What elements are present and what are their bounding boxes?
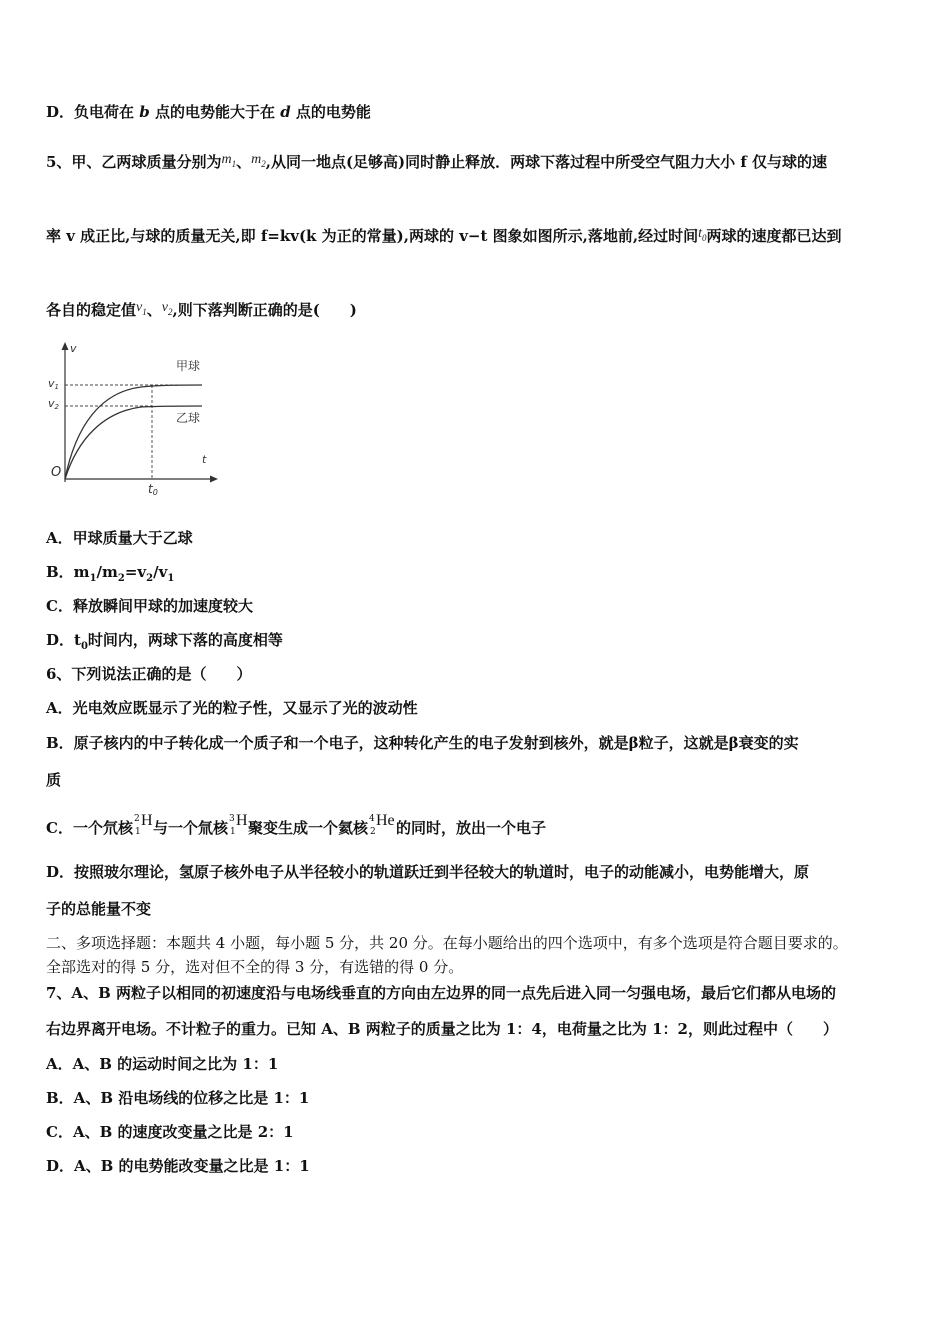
q4-d-point-d: d xyxy=(280,103,291,121)
q5-line3-text-a: 各自的稳定值 xyxy=(46,301,137,319)
q6-option-d-line1: D．按照玻尔理论，氢原子核外电子从半径较小的轨道跃迁到半径较大的轨道时，电子的动能减小，电势能增大，原 xyxy=(46,863,810,881)
q6-c-text-b: 与一个氚核 xyxy=(152,819,228,837)
q5-line1-text-b: ,从同一地点(足够高)同时静止释放．两球下落过程中所受空气阻力大小 f 仅与球的速 xyxy=(265,153,828,171)
q4-d-text-1: D．负电荷在 xyxy=(46,103,140,121)
q5-m1: $m_1$ xyxy=(221,152,237,169)
q5-v1: $v_1$ xyxy=(136,300,147,317)
q5-line3-text-b: ,则下落判断正确的是( ) xyxy=(172,301,357,319)
q6-stem: 6、下列说法正确的是（ ） xyxy=(46,665,252,683)
q7-option-d: D．A、B 的电势能改变量之比是 1：1 xyxy=(46,1157,310,1175)
q5-option-a: A．甲球质量大于乙球 xyxy=(46,529,193,547)
q5-vt-graph xyxy=(46,340,226,502)
q5-t0: $t_0$ xyxy=(698,226,707,243)
q4-d-point-b: b xyxy=(139,103,150,121)
section-2-header-line2: 全部选对的得 5 分，选对但不全的得 3 分，有选错的得 0 分。 xyxy=(46,958,464,976)
q6-option-a: A．光电效应既显示了光的粒子性，又显示了光的波动性 xyxy=(46,699,418,717)
q5-line1-text-a: 5、甲、乙两球质量分别为 xyxy=(46,153,222,171)
graph-y-arrow xyxy=(62,342,69,350)
graph-curve-a-label: 甲球 xyxy=(176,359,201,373)
q6-option-b-line1: B．原子核内的中子转化成一个质子和一个电子，这种转化产生的电子发射到核外，就是β粒子，这就是β衰变的实 xyxy=(46,734,799,752)
q5-stem-line1 xyxy=(46,150,827,174)
q6-option-b-line2: 质 xyxy=(46,771,62,789)
q7-stem-line2: 右边界离开电场。不计粒子的重力。已知 A、B 两粒子的质量之比为 1：4，电荷量之比为 1：2，则此过程中（ ） xyxy=(46,1020,838,1038)
q6-c-text-d: 的同时，放出一个电子 xyxy=(395,819,546,837)
q5-stem-line3 xyxy=(46,298,357,322)
q5-v2: $v_2$ xyxy=(161,300,173,317)
graph-curve-b-label: 乙球 xyxy=(176,411,201,425)
q6-option-d-line2: 子的总能量不变 xyxy=(46,900,152,918)
section-2-header-line1: 二、多项选择题：本题共 4 小题，每小题 5 分，共 20 分。在每小题给出的四个选项中，有多个选项是符合题目要求的。 xyxy=(46,934,848,952)
q5-stem-line2 xyxy=(46,224,842,248)
helium-nuclide: 4 2 He xyxy=(368,812,395,837)
graph-y-label: v xyxy=(70,342,77,355)
q7-option-b: B．A、B 沿电场线的位移之比是 1：1 xyxy=(46,1089,310,1107)
q6-c-text-a: C．一个氘核 xyxy=(46,819,133,837)
graph-v2-label: v2 xyxy=(48,397,59,411)
q5-sep-2: 、 xyxy=(146,301,162,319)
q7-stem-line1: 7、A、B 两粒子以相同的初速度沿与电场线垂直的方向由左边界的同一点先后进入同一匀强电场，最后它们都从电场的 xyxy=(46,984,836,1002)
graph-curve-a xyxy=(65,385,202,479)
q6-option-c xyxy=(46,812,546,838)
q7-option-a: A．A、B 的运动时间之比为 1：1 xyxy=(46,1055,279,1073)
tritium-nuclide: 3 1 H xyxy=(228,812,248,837)
q5-option-d: D．$t_0$时间内，两球下落的高度相等 xyxy=(46,631,283,652)
q5-line2-text-a: 率 v 成正比,与球的质量无关,即 f=kv(k 为正的常量),两球的 v−t 图象如图所示,落地前,经过时间 xyxy=(46,227,699,245)
graph-origin-label: O xyxy=(51,465,62,480)
q4-option-d xyxy=(46,102,371,122)
q5-option-b: B．$m_1/m_2=v_2/v_1$ xyxy=(46,563,175,584)
graph-v1-label: v1 xyxy=(48,377,59,391)
q5-option-c: C．释放瞬间甲球的加速度较大 xyxy=(46,597,253,615)
q5-sep-1: 、 xyxy=(236,153,252,171)
q5-line2-text-b: 两球的速度都已达到 xyxy=(706,227,842,245)
q5-m2: $m_2$ xyxy=(251,152,266,169)
graph-t0-label: t0 xyxy=(148,482,158,497)
graph-x-arrow xyxy=(210,476,218,483)
graph-x-label: t xyxy=(202,453,207,466)
q4-d-text-3: 点的电势能 xyxy=(290,103,371,121)
deuterium-nuclide: 2 1 H xyxy=(133,812,153,837)
q7-option-c: C．A、B 的速度改变量之比是 2：1 xyxy=(46,1123,294,1141)
q6-c-text-c: 聚变生成一个氦核 xyxy=(247,819,368,837)
q4-d-text-2: 点的电势能大于在 xyxy=(149,103,281,121)
